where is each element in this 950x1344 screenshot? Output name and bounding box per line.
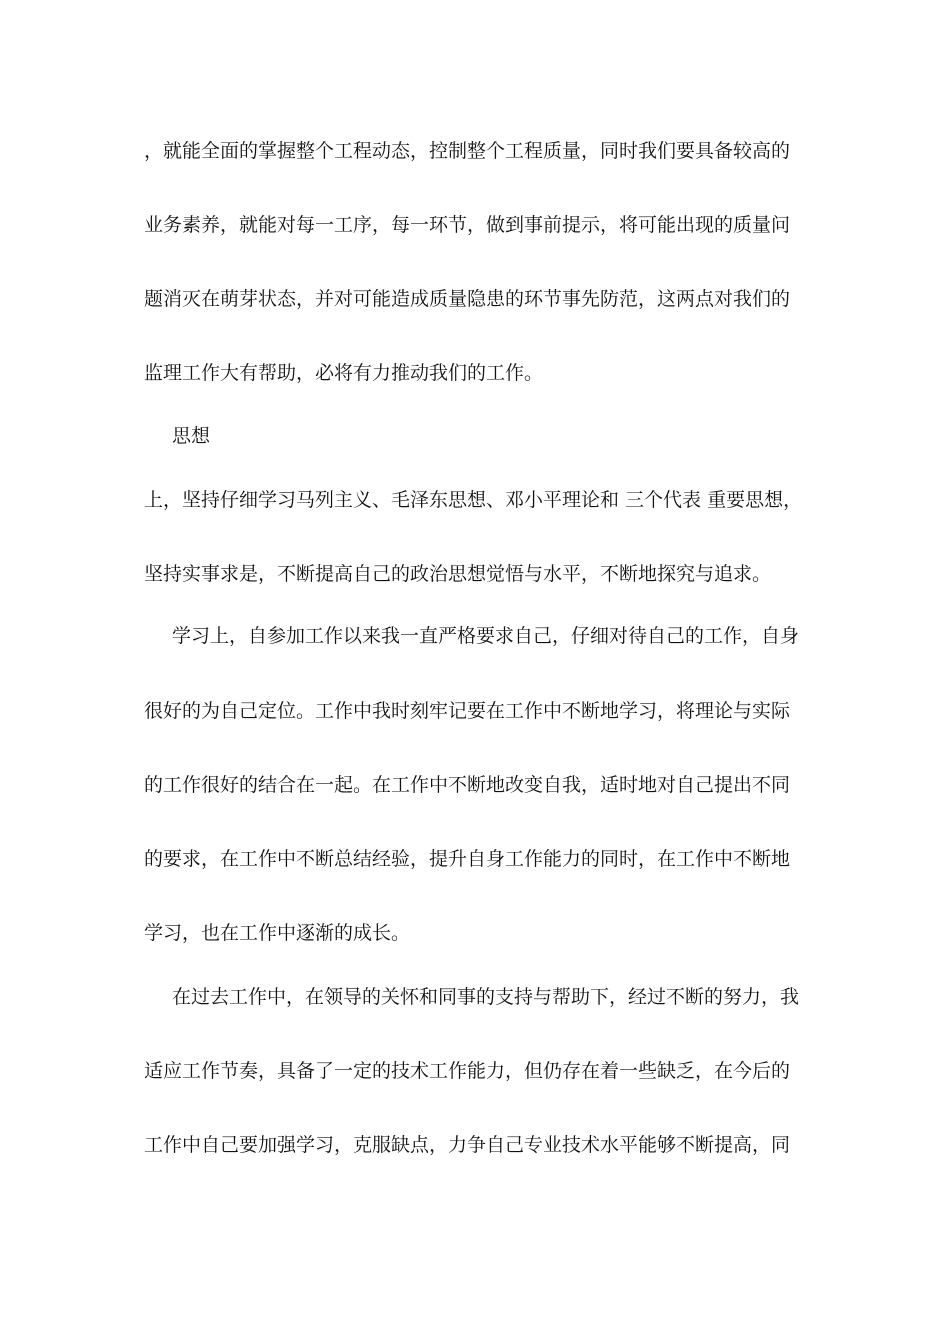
text-line: 适应工作节奏，具备了一定的技术工作能力，但仍存在着一些缺乏，在今后的 — [144, 1060, 791, 1082]
text-line: 上，坚持仔细学习马列主义、毛泽东思想、邓小平理论和 三个代表 重要思想， — [144, 489, 803, 511]
text-line: 工作中自己要加强学习，克服缺点，力争自己专业技术水平能够不断提高，同 — [144, 1134, 791, 1156]
paragraph-heading: 思想 — [172, 425, 211, 447]
text-line: 监理工作大有帮助，必将有力推动我们的工作。 — [144, 362, 544, 384]
text-line: 题消灭在萌芽状态，并对可能造成质量隐患的环节事先防范，这两点对我们的 — [144, 288, 791, 310]
text-line: 的工作很好的结合在一起。在工作中不断地改变自我，适时地对自己提出不同 — [144, 774, 791, 796]
text-line: 很好的为自己定位。工作中我时刻牢记要在工作中不断地学习，将理论与实际 — [144, 700, 791, 722]
text-line: 业务素养，就能对每一工序，每一环节，做到事前提示，将可能出现的质量问 — [144, 214, 791, 236]
paragraph-start: 学习上，自参加工作以来我一直严格要求自己，仔细对待自己的工作，自身 — [172, 625, 800, 647]
text-line: 学习，也在工作中逐渐的成长。 — [144, 922, 411, 944]
text-line: 的要求，在工作中不断总结经验，提升自身工作能力的同时，在工作中不断地 — [144, 848, 791, 870]
paragraph-start: 在过去工作中，在领导的关怀和同事的支持与帮助下，经过不断的努力，我 — [172, 986, 800, 1008]
text-line: ，就能全面的掌握整个工程动态，控制整个工程质量，同时我们要具备较高的 — [144, 140, 791, 162]
text-line: 坚持实事求是，不断提高自己的政治思想觉悟与水平，不断地探究与追求。 — [144, 563, 772, 585]
